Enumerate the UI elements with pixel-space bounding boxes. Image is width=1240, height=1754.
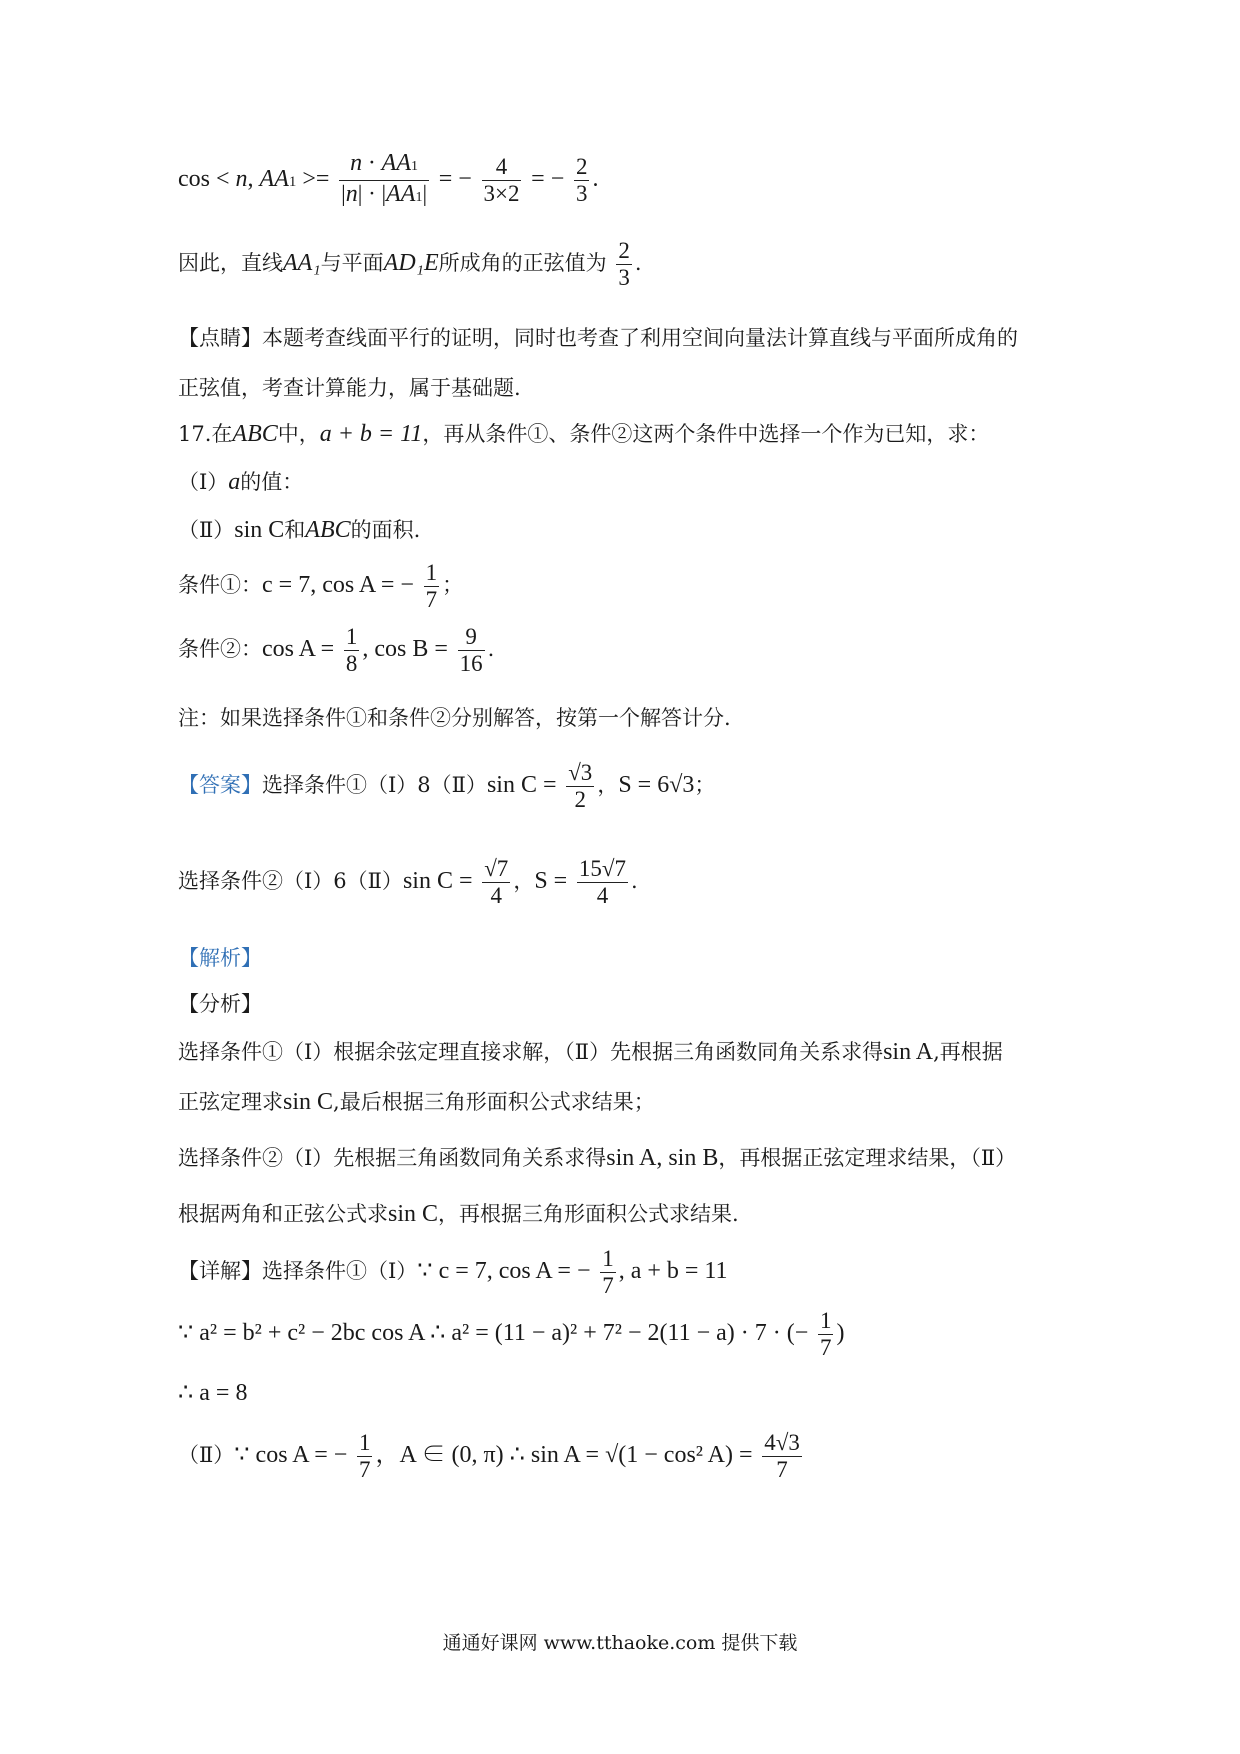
breakdown-line-4: 根据两角和正弦公式求sin C，再根据三角形面积公式求结果. xyxy=(178,1201,739,1227)
question-2: （Ⅱ）sin C和ABC的面积. xyxy=(178,517,421,543)
analysis-tag: 【解析】 xyxy=(178,946,262,970)
page-footer: 通通好课网 www.tthaoke.com 提供下载 xyxy=(442,1632,798,1654)
answer-line-2: 选择条件②（Ⅰ）6（Ⅱ）sin C = $\frac{√7}{4}$ ，S = $\frac{15√7}{4}$ . xyxy=(178,856,638,908)
solution-line-2: ∵ a² = b² + c² − 2bc cos A ∴ a² = (11 − a)² + 7² − 2(11 − a) · 7 · (− $\frac{1}{7}$ ) xyxy=(178,1308,845,1360)
scoring-note: 注：如果选择条件①和条件②分别解答，按第一个解答计分. xyxy=(178,706,731,730)
breakdown-line-2: 正弦定理求sin C,最后根据三角形面积公式求结果； xyxy=(178,1089,655,1115)
problem-17-statement: 17.在ABC中，a + b = 11，再从条件①、条件②这两个条件中选择一个作为已知，求： xyxy=(178,421,990,447)
note-line-2: 正弦值，考查计算能力，属于基础题. xyxy=(178,376,521,400)
condition-2: 条件②：cos A = $\frac{1}{8}$ , cos B = $\frac{9}{16}$ . xyxy=(178,624,495,676)
formula-cos-angle: cos < n, AA1 >= $\frac{n \cdot AA1}{|n| \cdot |AA1|}$ = − $\frac{4}{3\times 2}$ = − $\frac{2}{3}$ . xyxy=(178,150,599,207)
solution-line-1: 【详解】选择条件①（Ⅰ）∵ c = 7, cos A = − $\frac{1}{7}$ , a + b = 11 xyxy=(178,1246,728,1298)
condition-1: 条件①：c = 7, cos A = − $\frac{1}{7}$ ； xyxy=(178,560,464,612)
question-1: （Ⅰ）a的值： xyxy=(178,469,304,495)
answer-line-1: 【答案】选择条件①（Ⅰ）8（Ⅱ）sin C = $\frac{√3}{2}$ ，S = 6√3； xyxy=(178,760,716,812)
answer-tag: 【答案】 xyxy=(178,773,262,797)
breakdown-tag: 【分析】 xyxy=(178,992,262,1016)
breakdown-line-3: 选择条件②（Ⅰ）先根据三角函数同角关系求得sin A, sin B，再根据正弦定理求结果，（Ⅱ） xyxy=(178,1145,1017,1171)
solution-line-4: （Ⅱ）∵ cos A = − $\frac{1}{7}$ ，A ∈ (0, π) ∴ sin A = √(1 − cos² A) = $\frac{4√3}{7}$ xyxy=(178,1430,800,1482)
breakdown-line-1: 选择条件①（Ⅰ）根据余弦定理直接求解，（Ⅱ）先根据三角函数同角关系求得sin A,再根据 xyxy=(178,1039,1003,1065)
solution-line-3: ∴ a = 8 xyxy=(178,1380,248,1406)
note-line-1: 【点睛】本题考查线面平行的证明，同时也考查了利用空间向量法计算直线与平面所成角的 xyxy=(178,326,1018,350)
conclusion-line: 因此，直线AA₁与平面AD₁E所成角的正弦值为 $\frac{2}{3}$ . xyxy=(178,238,642,290)
